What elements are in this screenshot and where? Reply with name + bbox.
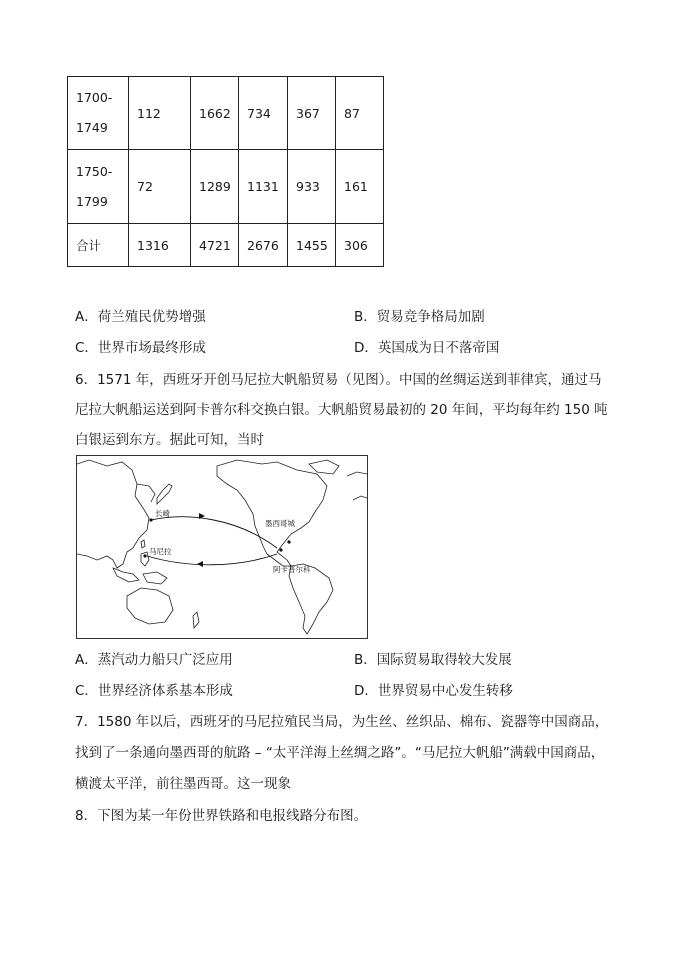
table-cell: 1455 <box>288 224 336 267</box>
q6-option-a[interactable]: A．蒸汽动力船只广泛应用 <box>75 652 233 668</box>
table-row-total <box>68 224 384 267</box>
table-cell: 1316 <box>129 224 191 267</box>
africa-coast <box>353 496 367 500</box>
q5-option-b[interactable]: B．贸易竞争格局加剧 <box>354 309 485 325</box>
label-acapulco: 阿卡普尔科 <box>273 565 311 574</box>
label-nagasaki: 长崎 <box>155 509 170 518</box>
nagasaki-marker <box>149 518 152 521</box>
korea-coast <box>137 484 155 502</box>
table-cell: 1289 <box>191 150 239 224</box>
q5-option-d[interactable]: D．英国成为日不落帝国 <box>354 340 500 356</box>
period-end: 1749 <box>76 120 108 135</box>
new-guinea <box>143 572 167 584</box>
taiwan <box>141 540 145 548</box>
table-cell: 87 <box>336 77 384 150</box>
table-cell: 1662 <box>191 77 239 150</box>
asia-coast <box>77 460 149 568</box>
north-america <box>217 460 327 566</box>
q7-text-line-3: 横渡太平洋，前往墨西哥。这一现象 <box>75 776 291 792</box>
table-cell: 72 <box>129 150 191 224</box>
japan <box>157 484 172 504</box>
period-cell <box>68 150 129 224</box>
south-america <box>289 564 333 634</box>
philippines <box>141 552 149 566</box>
table-row <box>68 150 384 224</box>
indonesia <box>113 568 139 582</box>
q6-text-line-1: 6．1571 年，西班牙开创马尼拉大帆船贸易（见图）。中国的丝绸运送到菲律宾，通过马 <box>75 372 602 388</box>
manila-marker <box>143 554 146 557</box>
period-start: 1750- <box>76 163 113 179</box>
table-cell: 161 <box>336 150 384 224</box>
europe-coast <box>347 472 367 476</box>
q6-text-line-2: 尼拉大帆船运送到阿卡普尔科交换白银。大帆船贸易最初的 20 年间，平均每年约 150 吨 <box>75 402 608 418</box>
q6-option-c[interactable]: C．世界经济体系基本形成 <box>75 683 233 699</box>
greenland <box>309 460 339 474</box>
label-mexico-city: 墨西哥城 <box>265 519 295 528</box>
period-end: 1799 <box>76 193 108 209</box>
acapulco-marker <box>279 548 282 551</box>
route-north <box>151 517 277 548</box>
q5-option-c[interactable]: C．世界市场最终形成 <box>75 340 206 356</box>
table-cell: 734 <box>239 77 288 150</box>
period-start: 1700- <box>76 90 113 105</box>
manila-galleon-map <box>76 455 368 639</box>
australia <box>127 588 173 624</box>
total-label: 合计 <box>68 224 129 267</box>
trade-table <box>67 76 384 267</box>
q7-text-line-1: 7．1580 年以后，西班牙的马尼拉殖民当局，为生丝、丝织品、棉布、瓷器等中国商品， <box>75 714 609 730</box>
q5-option-a[interactable]: A．荷兰殖民优势增强 <box>75 309 206 325</box>
table-cell: 367 <box>288 77 336 150</box>
table-cell: 4721 <box>191 224 239 267</box>
route-arrow-west <box>197 561 203 567</box>
table-cell: 306 <box>336 224 384 267</box>
table-cell: 2676 <box>239 224 288 267</box>
mexico-city-marker <box>287 540 290 543</box>
q6-option-d[interactable]: D．世界贸易中心发生转移 <box>354 683 513 699</box>
label-manila: 马尼拉 <box>149 547 172 556</box>
table-cell: 933 <box>288 150 336 224</box>
q8-text-line: 8．下图为某一年份世界铁路和电报线路分布图。 <box>75 808 368 824</box>
map-graphic <box>77 456 367 638</box>
table-cell: 112 <box>129 77 191 150</box>
table-row <box>68 77 384 150</box>
table-cell: 1131 <box>239 150 288 224</box>
q6-text-line-3: 白银运到东方。据此可知，当时 <box>75 432 264 448</box>
q6-option-b[interactable]: B．国际贸易取得较大发展 <box>354 652 512 668</box>
q7-text-line-2: 找到了一条通向墨西哥的航路 – “太平洋海上丝绸之路”。“马尼拉大帆船”满载中国商品， <box>75 745 605 761</box>
period-cell <box>68 77 129 150</box>
new-zealand <box>193 612 199 628</box>
